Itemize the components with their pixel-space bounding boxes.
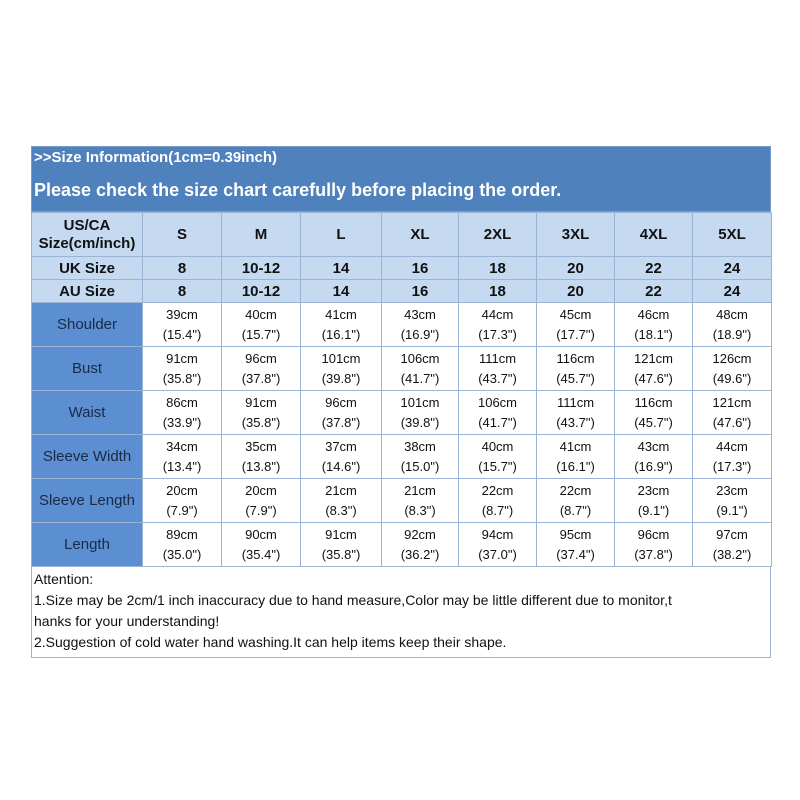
value-cm: 91cm	[325, 526, 357, 542]
note-line-1a: 1.Size may be 2cm/1 inch inaccuracy due to hand measure,Color may be little different due to monitor,t	[34, 592, 672, 608]
us-size-cell: L	[301, 213, 382, 257]
value-inch: (41.7")	[400, 370, 440, 386]
measurement-row	[32, 479, 772, 523]
measurement-value	[222, 347, 301, 391]
measurement-value	[693, 523, 772, 567]
measurement-value	[615, 347, 693, 391]
measurement-value	[222, 435, 301, 479]
us-size-cell: 3XL	[537, 213, 615, 257]
value-cm: 121cm	[633, 350, 674, 366]
value-cm: 101cm	[321, 350, 361, 366]
value-cm: 95cm	[559, 526, 592, 542]
value-inch: (15.4")	[162, 326, 202, 342]
value-inch: (35.8")	[162, 370, 202, 386]
measurement-label: Shoulder	[32, 303, 143, 347]
value-cm: 44cm	[716, 438, 748, 454]
value-inch: (35.4")	[241, 546, 281, 562]
value-inch: (16.9")	[400, 326, 440, 342]
value-inch: (35.8")	[241, 414, 281, 430]
uk-size-row	[32, 257, 772, 280]
value-inch: (45.7")	[556, 370, 595, 386]
us-size-cell: 4XL	[615, 213, 693, 257]
au-size-cell: 22	[615, 280, 693, 303]
measurement-row	[32, 347, 772, 391]
au-size-cell: 18	[459, 280, 537, 303]
value-cm: 44cm	[481, 306, 514, 322]
measurement-value	[693, 391, 772, 435]
value-inch: (33.9")	[162, 414, 202, 430]
value-cm: 21cm	[325, 482, 357, 498]
au-size-cell: 8	[143, 280, 222, 303]
size-info-title: >>Size Information(1cm=0.39inch)	[31, 146, 771, 169]
value-cm: 22cm	[481, 482, 514, 498]
au-size-cell: 14	[301, 280, 382, 303]
value-inch: (15.7")	[241, 326, 281, 342]
value-inch: (41.7")	[478, 414, 517, 430]
uk-size-cell: 20	[537, 257, 615, 280]
value-inch: (49.6")	[712, 370, 752, 386]
value-inch: (47.6")	[712, 414, 752, 430]
measurement-value	[222, 391, 301, 435]
measurement-value	[143, 523, 222, 567]
note-line-2: 2.Suggestion of cold water hand washing.It can help items keep their shape.	[34, 634, 507, 650]
value-inch: (18.1")	[634, 326, 673, 342]
measurement-value	[143, 391, 222, 435]
value-inch: (9.1")	[637, 502, 670, 518]
measurement-value	[459, 523, 537, 567]
value-inch: (13.8")	[241, 458, 281, 474]
value-inch: (17.3")	[712, 458, 752, 474]
value-cm: 43cm	[637, 438, 670, 454]
value-inch: (18.9")	[712, 326, 752, 342]
measurement-value	[143, 479, 222, 523]
measurement-value	[537, 479, 615, 523]
measurement-value	[143, 347, 222, 391]
value-cm: 89cm	[166, 526, 198, 542]
us-size-cell: 5XL	[693, 213, 772, 257]
measurement-value	[382, 391, 459, 435]
uk-size-label: UK Size	[32, 257, 143, 280]
measurement-value	[615, 303, 693, 347]
measurement-value	[693, 479, 772, 523]
measurement-value	[615, 479, 693, 523]
value-inch: (37.8")	[241, 370, 281, 386]
measurement-value	[301, 435, 382, 479]
value-cm: 48cm	[716, 306, 748, 322]
value-inch: (43.7")	[478, 370, 517, 386]
us-size-row	[32, 213, 772, 257]
value-inch: (8.7")	[481, 502, 514, 518]
value-inch: (39.8")	[400, 414, 440, 430]
measurement-value	[459, 303, 537, 347]
measurement-value	[615, 523, 693, 567]
value-inch: (17.3")	[478, 326, 517, 342]
measurement-value	[301, 303, 382, 347]
value-cm: 41cm	[325, 306, 357, 322]
measurement-row	[32, 523, 772, 567]
measurement-value	[301, 479, 382, 523]
value-cm: 46cm	[637, 306, 670, 322]
measurement-value	[615, 435, 693, 479]
uk-size-cell: 8	[143, 257, 222, 280]
value-inch: (8.3")	[325, 502, 357, 518]
au-size-label: AU Size	[32, 280, 143, 303]
measurement-value	[459, 479, 537, 523]
value-cm: 101cm	[400, 394, 440, 410]
value-inch: (16.1")	[321, 326, 361, 342]
measurement-value	[459, 435, 537, 479]
value-inch: (14.6")	[321, 458, 361, 474]
value-inch: (13.4")	[162, 458, 202, 474]
measurement-label: Waist	[32, 391, 143, 435]
measurement-value	[382, 523, 459, 567]
size-info-subtitle: Please check the size chart carefully before placing the order.	[31, 169, 771, 212]
value-cm: 37cm	[325, 438, 357, 454]
value-cm: 20cm	[166, 482, 198, 498]
uk-size-cell: 16	[382, 257, 459, 280]
value-cm: 45cm	[559, 306, 592, 322]
value-inch: (35.0")	[162, 546, 202, 562]
value-inch: (16.9")	[634, 458, 673, 474]
value-inch: (39.8")	[321, 370, 361, 386]
value-cm: 21cm	[404, 482, 436, 498]
value-inch: (37.8")	[634, 546, 673, 562]
measurement-value	[537, 523, 615, 567]
value-cm: 94cm	[481, 526, 514, 542]
value-cm: 91cm	[166, 350, 198, 366]
au-size-cell: 20	[537, 280, 615, 303]
measurement-row	[32, 303, 772, 347]
value-inch: (47.6")	[634, 370, 673, 386]
uk-size-cell: 22	[615, 257, 693, 280]
value-cm: 35cm	[245, 438, 277, 454]
value-cm: 121cm	[712, 394, 752, 410]
measurement-value	[222, 523, 301, 567]
value-cm: 23cm	[637, 482, 670, 498]
value-cm: 38cm	[404, 438, 436, 454]
value-inch: (35.8")	[321, 546, 361, 562]
value-cm: 96cm	[637, 526, 670, 542]
value-cm: 91cm	[245, 394, 277, 410]
au-size-cell: 16	[382, 280, 459, 303]
value-cm: 43cm	[404, 306, 436, 322]
measurement-value	[222, 303, 301, 347]
value-cm: 116cm	[634, 394, 673, 410]
measurement-value	[615, 391, 693, 435]
au-size-cell: 24	[693, 280, 772, 303]
measurement-value	[537, 347, 615, 391]
value-cm: 126cm	[712, 350, 752, 366]
measurement-value	[301, 523, 382, 567]
value-inch: (16.1")	[556, 458, 595, 474]
uk-size-cell: 14	[301, 257, 382, 280]
au-size-cell: 10-12	[222, 280, 301, 303]
measurement-value	[382, 303, 459, 347]
measurement-value	[143, 435, 222, 479]
value-cm: 96cm	[325, 394, 357, 410]
value-inch: (17.7")	[556, 326, 595, 342]
value-cm: 39cm	[166, 306, 198, 322]
measurement-label: Sleeve Width	[32, 435, 143, 479]
measurement-value	[693, 347, 772, 391]
measurement-label: Sleeve Length	[32, 479, 143, 523]
value-cm: 40cm	[245, 306, 277, 322]
value-cm: 111cm	[478, 350, 517, 366]
value-cm: 111cm	[556, 394, 595, 410]
us-size-cell: M	[222, 213, 301, 257]
value-cm: 97cm	[716, 526, 748, 542]
measurement-value	[459, 347, 537, 391]
value-inch: (8.3")	[404, 502, 436, 518]
value-cm: 96cm	[245, 350, 277, 366]
measurement-value	[693, 435, 772, 479]
size-table	[31, 212, 772, 567]
measurement-value	[301, 347, 382, 391]
measurement-value	[222, 479, 301, 523]
value-inch: (9.1")	[716, 502, 748, 518]
measurement-value	[382, 479, 459, 523]
value-cm: 40cm	[481, 438, 514, 454]
measurement-value	[537, 391, 615, 435]
value-inch: (7.9")	[166, 502, 198, 518]
value-inch: (37.8")	[321, 414, 361, 430]
note-line-1b: hanks for your understanding!	[34, 613, 220, 629]
us-size-cell: XL	[382, 213, 459, 257]
measurement-label: Length	[32, 523, 143, 567]
us-size-label: US/CA Size(cm/inch)	[32, 213, 143, 257]
measurement-value	[301, 391, 382, 435]
value-cm: 41cm	[559, 438, 592, 454]
measurement-value	[382, 435, 459, 479]
value-cm: 92cm	[404, 526, 436, 542]
value-inch: (15.0")	[400, 458, 440, 474]
measurement-value	[459, 391, 537, 435]
value-inch: (37.4")	[556, 546, 595, 562]
value-cm: 90cm	[245, 526, 277, 542]
value-inch: (36.2")	[400, 546, 440, 562]
measurement-label: Bust	[32, 347, 143, 391]
measurement-row	[32, 391, 772, 435]
value-cm: 22cm	[559, 482, 592, 498]
value-inch: (38.2")	[712, 546, 752, 562]
size-chart	[31, 146, 771, 658]
us-size-cell: S	[143, 213, 222, 257]
measurement-value	[143, 303, 222, 347]
value-cm: 116cm	[556, 350, 595, 366]
au-size-row	[32, 280, 772, 303]
value-cm: 106cm	[477, 394, 518, 410]
value-inch: (8.7")	[559, 502, 592, 518]
uk-size-cell: 24	[693, 257, 772, 280]
attention-notes	[31, 567, 771, 658]
value-inch: (43.7")	[556, 414, 595, 430]
value-cm: 106cm	[400, 350, 440, 366]
value-inch: (15.7")	[478, 458, 517, 474]
measurement-value	[537, 303, 615, 347]
measurement-value	[693, 303, 772, 347]
value-inch: (45.7")	[634, 414, 673, 430]
value-cm: 86cm	[166, 394, 198, 410]
attention-heading: Attention:	[34, 571, 94, 587]
measurement-row	[32, 435, 772, 479]
value-cm: 20cm	[245, 482, 277, 498]
uk-size-cell: 18	[459, 257, 537, 280]
uk-size-cell: 10-12	[222, 257, 301, 280]
value-cm: 23cm	[716, 482, 748, 498]
value-inch: (37.0")	[478, 546, 517, 562]
value-cm: 34cm	[166, 438, 198, 454]
measurement-value	[382, 347, 459, 391]
measurement-value	[537, 435, 615, 479]
us-size-cell: 2XL	[459, 213, 537, 257]
value-inch: (7.9")	[245, 502, 277, 518]
